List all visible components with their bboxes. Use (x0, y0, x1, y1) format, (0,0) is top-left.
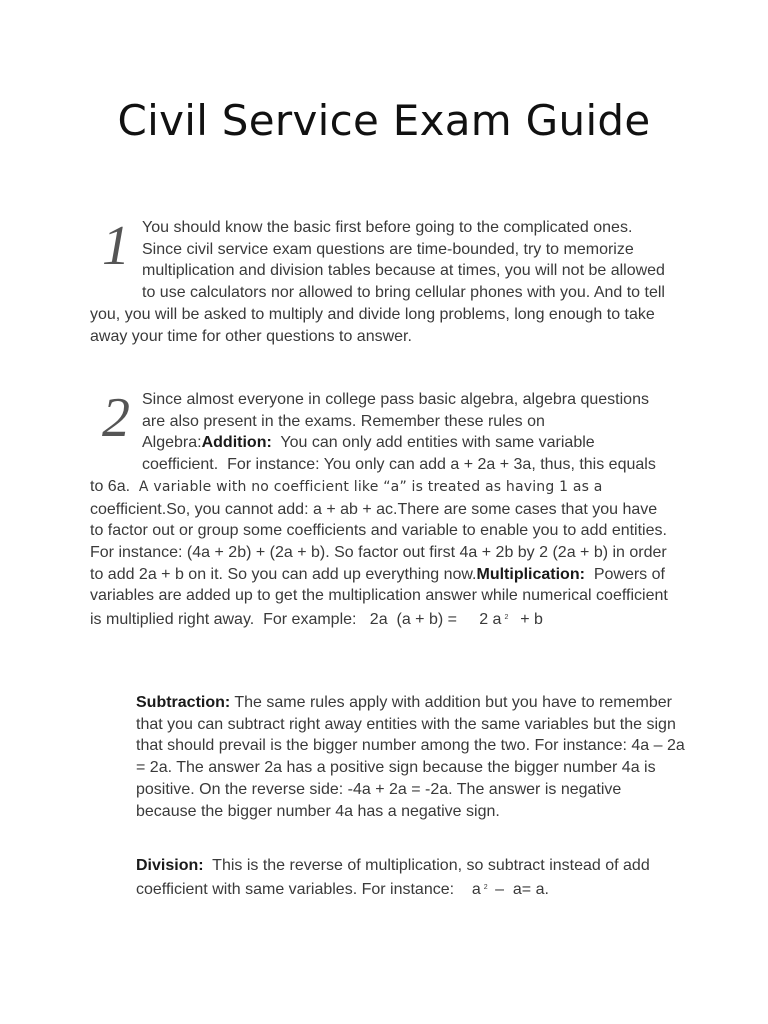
section-1-number: 1 (102, 215, 130, 277)
division-label: Division: (136, 857, 204, 874)
addition-text-2: coefficient.So, you cannot add: a + ab + ac.There are some cases that you have to factor out or group some coefficients and variable to enable you to add entities. For instance: (4a + 2b) + (2a + b). So factor out first 4a + 2b by 2 (2a + b) in order to add 2a + b on it. So you can add up everything now. (90, 500, 667, 583)
multiplication-text: Powers of variables are added up to get the multiplication answer while numerical coefficient is multiplied right away. For example: 2a (a + b) = 2 a (90, 565, 673, 629)
multiplication-exponent: 2 (504, 614, 509, 622)
section-2-intro: Since almost everyone in college pass basic algebra, algebra questions are also present in the exams. Remember these rules on Algebra: (142, 391, 649, 452)
section-1 (90, 217, 670, 347)
division-paragraph (136, 855, 686, 900)
section-2-number: 2 (102, 387, 130, 449)
multiplication-end: + b (511, 611, 543, 629)
addition-text-1: You can only add entities with same variable coefficient. For instance: You only can add a + 2a + 3a, thus, this equals to 6a. (90, 434, 661, 495)
addition-label: Addition: (201, 434, 272, 452)
section-2 (90, 387, 673, 631)
division-exponent: 2 (483, 883, 488, 891)
subtraction-text: The same rules apply with addition but you have to remember that you can subtract right away entities with the same variables but the sign that should prevail is the bigger number among the two. For instance: 4a – 2a = 2a. The answer 2a has a positive sign because the bigger number 4a is positive. On the reverse side: -4a + 2a = -2a. The answer is negative because the bigger number 4a has a negative sign. (136, 694, 685, 820)
subtraction-paragraph (136, 692, 686, 822)
page-title: Civil Service Exam Guide (117, 96, 651, 145)
section-1-text: You should know the basic first before going to the complicated ones. Since civil service exam questions are time-bounded, try to memorize multiplication and division tables because at times, you will not be allowed to use calculators nor allowed to bring cellular phones with you. And to tell you, you will be asked to multiply and divide long problems, long enough to take away your time for other questions to answer. (90, 219, 665, 345)
subtraction-label: Subtraction: (136, 694, 231, 711)
division-text: This is the reverse of multiplication, so subtract instead of add coefficient with same variables. For instance: a (136, 857, 655, 898)
multiplication-label: Multiplication: (476, 565, 585, 583)
addition-text-alt: A variable with no coefficient like “a” is treated as having 1 as a (138, 478, 603, 495)
division-end: – a= a. (490, 880, 549, 898)
